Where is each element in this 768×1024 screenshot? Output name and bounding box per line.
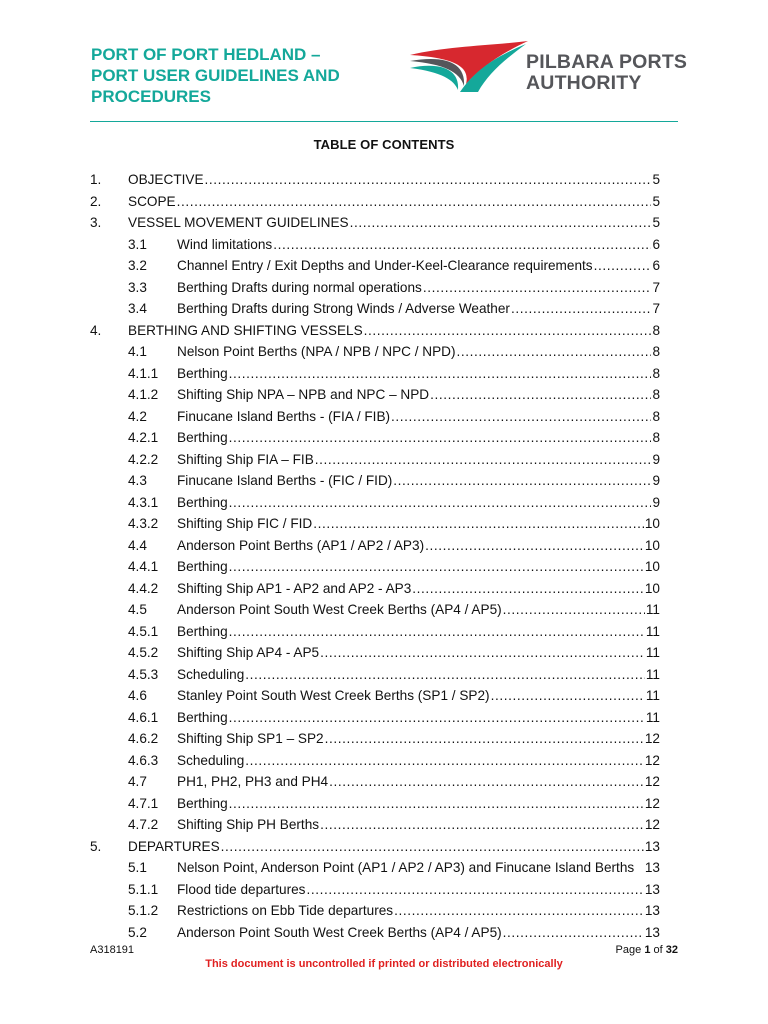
toc-entry-line: [177, 556, 660, 578]
toc-entry-number: 3.: [90, 215, 102, 230]
toc-entry[interactable]: [90, 685, 660, 707]
toc-entry-number: 4.2: [128, 408, 147, 424]
toc-entry-leader-dots: [329, 771, 644, 793]
toc-entry-line: [177, 492, 660, 514]
toc-heading: TABLE OF CONTENTS: [313, 137, 455, 152]
toc-entry-number: 4.5.3: [128, 666, 159, 682]
toc-entry-title: Berthing: [177, 494, 228, 510]
toc-entry-leader-dots: [221, 836, 644, 858]
toc-entry-leader-dots: [306, 879, 643, 901]
toc-entry-page: 13: [644, 860, 660, 875]
toc-entry-leader-dots: [229, 621, 645, 643]
toc-entry-number: 4.7.1: [128, 795, 159, 811]
toc-entry-leader-dots: [364, 320, 652, 342]
toc-entry-leader-dots: [503, 599, 645, 621]
toc-entry-leader-dots: [491, 685, 645, 707]
toc-entry-number: 4.6: [128, 688, 147, 703]
toc-entry-number: 5.1: [128, 860, 147, 875]
toc-entry-leader-dots: [273, 234, 651, 256]
toc-entry-number: 4.3.2: [128, 516, 159, 531]
toc-entry-number: 4.2.2: [128, 451, 159, 467]
toc-entry-line: [177, 578, 660, 600]
toc-entry-page: 9: [652, 451, 660, 467]
toc-entry-title: Shifting Ship FIC / FID: [177, 516, 313, 531]
toc-entry-line: [177, 685, 660, 707]
toc-entry[interactable]: [90, 277, 660, 299]
toc-entry-page: 9: [652, 473, 660, 488]
toc-entry-page: 11: [645, 666, 660, 682]
toc-entry-page: 10: [644, 516, 660, 531]
toc-entry-title: DEPARTURES: [128, 838, 220, 854]
toc-entry-leader-dots: [430, 384, 651, 406]
toc-entry[interactable]: [90, 664, 660, 686]
toc-entry-page: 5: [652, 172, 660, 187]
toc-entry[interactable]: [90, 406, 660, 428]
toc-entry[interactable]: [90, 900, 660, 922]
toc-entry-page: 12: [644, 795, 660, 811]
toc-entry-leader-dots: [391, 406, 651, 428]
logo-wordmark: [526, 52, 687, 94]
toc-entry[interactable]: [90, 793, 660, 815]
toc-entry-page: 9: [652, 494, 660, 510]
toc-entry-line: [177, 470, 660, 492]
toc-entry-title: Flood tide departures: [177, 881, 306, 897]
toc-entry-leader-dots: [177, 191, 652, 213]
toc-entry-number: 3.4: [128, 301, 147, 316]
toc-entry-line: [177, 857, 660, 879]
toc-entry-leader-dots: [229, 556, 644, 578]
toc-entry[interactable]: [90, 836, 660, 858]
toc-entry-leader-dots: [313, 513, 644, 535]
toc-entry-page: 8: [652, 365, 660, 381]
toc-entry-title: Berthing Drafts during Strong Winds / Adverse Weather: [177, 301, 510, 316]
toc-entry-line: [177, 255, 660, 277]
toc-entry[interactable]: [90, 255, 660, 277]
toc-entry-title: Shifting Ship SP1 – SP2: [177, 731, 324, 746]
toc-entry[interactable]: [90, 814, 660, 836]
toc-entry-line: [177, 234, 660, 256]
toc-entry-title: Anderson Point South West Creek Berths (AP4 / AP5): [177, 924, 502, 940]
toc-entry-line: [128, 169, 660, 191]
toc-entry[interactable]: [90, 578, 660, 600]
toc-entry-page: 10: [644, 559, 660, 574]
table-of-contents: [90, 169, 660, 943]
toc-entry-line: [177, 750, 660, 772]
toc-entry-page: 12: [644, 774, 660, 789]
toc-entry-title: Anderson Point South West Creek Berths (AP4 / AP5): [177, 602, 502, 617]
toc-entry-leader-dots: [245, 750, 644, 772]
toc-entry[interactable]: [90, 234, 660, 256]
toc-entry-leader-dots: [511, 298, 651, 320]
document-title-line-1: PORT OF PORT HEDLAND –: [91, 45, 321, 64]
toc-entry[interactable]: [90, 320, 660, 342]
toc-entry[interactable]: [90, 771, 660, 793]
toc-entry-leader-dots: [412, 578, 644, 600]
toc-entry-number: 4.4: [128, 537, 147, 553]
toc-entry-title: Berthing: [177, 430, 228, 445]
toc-entry-line: [177, 449, 660, 471]
footer-page-number: [616, 944, 678, 956]
toc-entry[interactable]: [90, 363, 660, 385]
toc-entry[interactable]: [90, 642, 660, 664]
toc-entry-leader-dots: [594, 255, 652, 277]
toc-entry[interactable]: [90, 492, 660, 514]
toc-entry-number: 3.1: [128, 236, 147, 252]
toc-entry-number: 4.5.2: [128, 645, 159, 660]
toc-entry-leader-dots: [457, 341, 652, 363]
toc-entry-page: 10: [644, 580, 660, 596]
toc-entry-title: Shifting Ship FIA – FIB: [177, 451, 314, 467]
footer-page-total: 32: [665, 944, 678, 956]
toc-entry-page: 5: [652, 193, 660, 209]
toc-entry-line: [177, 599, 660, 621]
footer-page-current: 1: [644, 944, 651, 956]
toc-entry[interactable]: [90, 470, 660, 492]
toc-entry-line: [177, 277, 660, 299]
toc-entry-title: Shifting Ship NPA – NPB and NPC – NPD: [177, 387, 430, 402]
toc-entry[interactable]: [90, 191, 660, 213]
toc-entry[interactable]: [90, 513, 660, 535]
toc-entry-title: Berthing Drafts during normal operations: [177, 279, 422, 295]
toc-entry-leader-dots: [350, 212, 652, 234]
toc-entry-number: 5.1.1: [128, 881, 159, 897]
toc-entry-page: 6: [652, 236, 660, 252]
toc-entry-number: 4.6.1: [128, 709, 159, 725]
toc-entry-line: [177, 427, 660, 449]
header-divider: [90, 121, 678, 122]
toc-entry-line: [128, 320, 660, 342]
toc-entry[interactable]: [90, 384, 660, 406]
toc-entry-number: 4.3: [128, 473, 147, 488]
toc-entry-page: 10: [644, 537, 660, 553]
toc-entry-page: 11: [645, 602, 660, 617]
logo-wordmark-line-2: AUTHORITY: [526, 72, 642, 94]
toc-entry[interactable]: [90, 857, 660, 879]
toc-entry-page: 12: [644, 752, 660, 768]
toc-entry-leader-dots: [423, 277, 652, 299]
logo-wordmark-line-1: PILBARA PORTS: [526, 51, 688, 73]
toc-entry-line: [177, 664, 660, 686]
toc-entry-line: [177, 363, 660, 385]
toc-entry-number: 4.: [90, 322, 102, 338]
toc-entry-title: OBJECTIVE: [128, 172, 204, 187]
toc-entry-page: 13: [644, 881, 660, 897]
toc-entry-title: Berthing: [177, 623, 228, 639]
toc-entry-page: 11: [645, 688, 660, 703]
pilbara-ports-logo: [408, 38, 688, 96]
toc-entry[interactable]: [90, 341, 660, 363]
toc-entry[interactable]: [90, 169, 660, 191]
toc-entry-page: 6: [652, 258, 660, 273]
toc-entry-title: Scheduling: [177, 666, 245, 682]
toc-entry-page: 8: [652, 344, 660, 359]
footer-document-id: A318191: [90, 944, 135, 956]
toc-entry-page: 8: [652, 322, 660, 338]
toc-entry-line: [177, 298, 660, 320]
toc-entry-page: 11: [645, 709, 660, 725]
toc-entry-line: [128, 212, 660, 234]
toc-entry-leader-dots: [245, 664, 645, 686]
toc-entry-leader-dots: [229, 793, 644, 815]
toc-entry-number: 4.4.2: [128, 580, 159, 596]
toc-entry-page: 8: [652, 408, 660, 424]
toc-entry-number: 4.7.2: [128, 817, 159, 832]
toc-entry-number: 4.6.3: [128, 752, 159, 768]
toc-entry[interactable]: [90, 922, 660, 944]
toc-entry-title: Channel Entry / Exit Depths and Under-Keel-Clearance requirements: [177, 258, 593, 273]
toc-entry-title: SCOPE: [128, 193, 176, 209]
toc-entry-page: 13: [644, 838, 660, 854]
toc-entry[interactable]: [90, 707, 660, 729]
toc-entry-page: 11: [645, 645, 660, 660]
toc-entry-page: 12: [644, 817, 660, 832]
toc-entry[interactable]: [90, 298, 660, 320]
toc-entry-number: 5.2: [128, 924, 147, 940]
toc-entry-leader-dots: [229, 427, 652, 449]
toc-entry-line: [177, 406, 660, 428]
toc-entry-title: Shifting Ship AP4 - AP5: [177, 645, 320, 660]
toc-entry-line: [177, 793, 660, 815]
toc-entry-title: Berthing: [177, 559, 228, 574]
toc-entry-line: [177, 771, 660, 793]
toc-entry-number: 4.1: [128, 344, 147, 359]
toc-entry-leader-dots: [425, 535, 644, 557]
toc-entry-page: 8: [652, 430, 660, 445]
toc-entry-title: Stanley Point South West Creek Berths (SP1 / SP2): [177, 688, 490, 703]
toc-entry-line: [128, 836, 660, 858]
toc-entry-page: 7: [652, 301, 660, 316]
toc-entry[interactable]: [90, 535, 660, 557]
toc-entry-title: Scheduling: [177, 752, 245, 768]
toc-entry-number: 1.: [90, 172, 102, 187]
toc-entry-number: 4.2.1: [128, 430, 159, 445]
toc-entry-number: 4.5.1: [128, 623, 159, 639]
toc-entry-number: 4.4.1: [128, 559, 159, 574]
document-title-line-3: PROCEDURES: [91, 87, 211, 106]
toc-entry-leader-dots: [315, 449, 652, 471]
toc-entry-title: Anderson Point Berths (AP1 / AP2 / AP3): [177, 537, 425, 553]
toc-entry-title: Berthing: [177, 795, 228, 811]
toc-entry[interactable]: [90, 879, 660, 901]
toc-entry-page: 7: [652, 279, 660, 295]
footer-page-label: Page: [615, 944, 642, 956]
toc-entry-line: [177, 621, 660, 643]
toc-entry-title: Berthing: [177, 365, 228, 381]
document-title: [91, 44, 391, 107]
toc-entry-leader-dots: [393, 470, 651, 492]
toc-entry-line: [177, 513, 660, 535]
toc-entry-title: Shifting Ship PH Berths: [177, 817, 320, 832]
toc-entry-number: 4.5: [128, 602, 147, 617]
toc-entry-line: [177, 341, 660, 363]
toc-entry-leader-dots: [320, 814, 644, 836]
toc-entry[interactable]: [90, 212, 660, 234]
toc-entry-line: [177, 922, 660, 944]
toc-entry-line: [177, 900, 660, 922]
toc-entry-leader-dots: [320, 642, 645, 664]
toc-entry[interactable]: [90, 427, 660, 449]
toc-entry-title: Shifting Ship AP1 - AP2 and AP2 - AP3: [177, 580, 412, 596]
toc-entry[interactable]: [90, 449, 660, 471]
footer-page-of: of: [653, 944, 663, 956]
toc-entry-line: [177, 642, 660, 664]
toc-entry-leader-dots: [394, 900, 644, 922]
toc-entry-number: 3.3: [128, 279, 147, 295]
toc-entry-number: 5.1.2: [128, 903, 159, 918]
toc-entry[interactable]: [90, 556, 660, 578]
toc-entry-title: Nelson Point, Anderson Point (AP1 / AP2 / AP3) and Finucane Island Berths: [177, 860, 635, 875]
toc-entry-number: 4.1.1: [128, 365, 159, 381]
toc-entry-number: 4.7: [128, 774, 147, 789]
toc-entry-number: 2.: [90, 193, 102, 209]
toc-entry-page: 8: [652, 387, 660, 402]
toc-entry-leader-dots: [229, 363, 652, 385]
toc-entry-leader-dots: [205, 169, 652, 191]
toc-entry[interactable]: [90, 621, 660, 643]
toc-entry-title: Restrictions on Ebb Tide departures: [177, 903, 394, 918]
toc-entry-line: [177, 879, 660, 901]
toc-entry-line: [177, 814, 660, 836]
toc-entry[interactable]: [90, 750, 660, 772]
toc-entry-title: Finucane Island Berths - (FIC / FID): [177, 473, 393, 488]
toc-entry-line: [177, 728, 660, 750]
toc-entry-leader-dots: [229, 707, 645, 729]
toc-entry-title: Wind limitations: [177, 236, 273, 252]
toc-entry-title: BERTHING AND SHIFTING VESSELS: [128, 322, 363, 338]
toc-entry-line: [177, 707, 660, 729]
toc-entry-line: [177, 384, 660, 406]
toc-entry-leader-dots: [325, 728, 644, 750]
toc-entry-page: 13: [644, 924, 660, 940]
toc-entry-title: Nelson Point Berths (NPA / NPB / NPC / NPD): [177, 344, 456, 359]
toc-entry-title: Berthing: [177, 709, 228, 725]
toc-entry-leader-dots: [503, 922, 644, 944]
toc-entry[interactable]: [90, 599, 660, 621]
toc-entry-page: 12: [644, 731, 660, 746]
toc-entry-number: 4.1.2: [128, 387, 159, 402]
toc-entry-page: 11: [645, 623, 660, 639]
document-title-line-2: PORT USER GUIDELINES AND: [91, 66, 340, 85]
toc-entry-number: 4.6.2: [128, 731, 159, 746]
toc-entry-page: 5: [652, 215, 660, 230]
toc-entry-number: 3.2: [128, 258, 147, 273]
pilbara-ports-logo-mark-icon: [408, 38, 538, 96]
toc-entry[interactable]: [90, 728, 660, 750]
uncontrolled-document-notice: This document is uncontrolled if printed or distributed electronically: [205, 958, 563, 970]
toc-entry-leader-dots: [229, 492, 652, 514]
toc-entry-title: PH1, PH2, PH3 and PH4: [177, 774, 329, 789]
toc-entry-number: 4.3.1: [128, 494, 159, 510]
toc-entry-title: Finucane Island Berths - (FIA / FIB): [177, 408, 391, 424]
toc-entry-title: VESSEL MOVEMENT GUIDELINES: [128, 215, 349, 230]
toc-entry-page: 13: [644, 903, 660, 918]
toc-entry-number: 5.: [90, 838, 102, 854]
toc-entry-line: [177, 535, 660, 557]
toc-entry-line: [128, 191, 660, 213]
